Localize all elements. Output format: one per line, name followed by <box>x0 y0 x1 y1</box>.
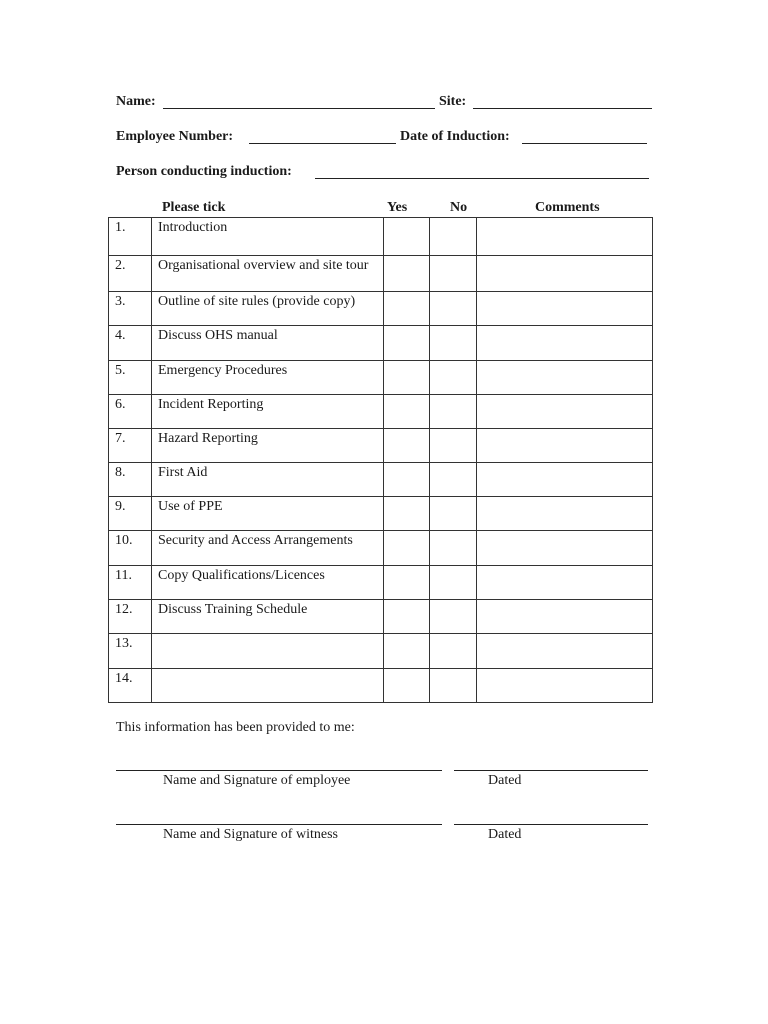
induction-checklist-table <box>108 217 653 703</box>
witness-date-line[interactable] <box>454 824 648 825</box>
employee-number-field[interactable] <box>249 143 396 144</box>
column-header-no: No <box>450 200 468 215</box>
witness-dated-label: Dated <box>488 827 522 842</box>
yes-tick-cell[interactable] <box>384 531 430 566</box>
yes-tick-cell[interactable] <box>384 497 430 531</box>
checklist-item: Use of PPE <box>152 497 384 531</box>
no-tick-cell[interactable] <box>430 566 477 600</box>
table-row <box>109 361 653 395</box>
column-header-comments: Comments <box>535 200 600 215</box>
yes-tick-cell[interactable] <box>384 218 430 256</box>
name-label: Name: <box>116 94 156 109</box>
name-field[interactable] <box>163 108 435 109</box>
witness-signature-label: Name and Signature of witness <box>163 827 338 842</box>
table-row <box>109 497 653 531</box>
checklist-item: Outline of site rules (provide copy) <box>152 292 384 326</box>
acknowledgement-statement: This information has been provided to me: <box>116 720 355 735</box>
employee-signature-label: Name and Signature of employee <box>163 773 351 788</box>
person-conducting-field[interactable] <box>315 178 649 179</box>
no-tick-cell[interactable] <box>430 256 477 292</box>
no-tick-cell[interactable] <box>430 531 477 566</box>
checklist-item <box>152 634 384 669</box>
no-tick-cell[interactable] <box>430 429 477 463</box>
row-number: 14. <box>109 669 152 703</box>
row-number: 13. <box>109 634 152 669</box>
checklist-item: Organisational overview and site tour <box>152 256 384 292</box>
no-tick-cell[interactable] <box>430 669 477 703</box>
table-row <box>109 326 653 361</box>
site-label: Site: <box>439 94 467 109</box>
comments-cell[interactable] <box>477 600 653 634</box>
checklist-item: Emergency Procedures <box>152 361 384 395</box>
comments-cell[interactable] <box>477 634 653 669</box>
no-tick-cell[interactable] <box>430 218 477 256</box>
yes-tick-cell[interactable] <box>384 361 430 395</box>
yes-tick-cell[interactable] <box>384 600 430 634</box>
column-header-yes: Yes <box>387 200 408 215</box>
no-tick-cell[interactable] <box>430 326 477 361</box>
comments-cell[interactable] <box>477 531 653 566</box>
row-number: 11. <box>109 566 152 600</box>
employee-dated-label: Dated <box>488 773 522 788</box>
comments-cell[interactable] <box>477 395 653 429</box>
date-of-induction-label: Date of Induction: <box>400 129 510 144</box>
table-row <box>109 218 653 256</box>
column-header-please-tick: Please tick <box>162 200 226 215</box>
employee-number-label: Employee Number: <box>116 129 234 144</box>
no-tick-cell[interactable] <box>430 497 477 531</box>
table-row <box>109 669 653 703</box>
checklist-item: First Aid <box>152 463 384 497</box>
table-row <box>109 463 653 497</box>
table-row <box>109 600 653 634</box>
table-row <box>109 256 653 292</box>
table-row <box>109 566 653 600</box>
table-row <box>109 395 653 429</box>
no-tick-cell[interactable] <box>430 463 477 497</box>
witness-signature-line[interactable] <box>116 824 442 825</box>
checklist-item <box>152 669 384 703</box>
checklist-item: Copy Qualifications/Licences <box>152 566 384 600</box>
person-conducting-label: Person conducting induction: <box>116 164 292 179</box>
checklist-item: Security and Access Arrangements <box>152 531 384 566</box>
employee-date-line[interactable] <box>454 770 648 771</box>
checklist-item: Incident Reporting <box>152 395 384 429</box>
checklist-item: Introduction <box>152 218 384 256</box>
row-number: 4. <box>109 326 152 361</box>
yes-tick-cell[interactable] <box>384 566 430 600</box>
comments-cell[interactable] <box>477 429 653 463</box>
table-row <box>109 634 653 669</box>
comments-cell[interactable] <box>477 497 653 531</box>
row-number: 2. <box>109 256 152 292</box>
row-number: 5. <box>109 361 152 395</box>
comments-cell[interactable] <box>477 566 653 600</box>
row-number: 12. <box>109 600 152 634</box>
checklist-item: Hazard Reporting <box>152 429 384 463</box>
checklist-item: Discuss Training Schedule <box>152 600 384 634</box>
yes-tick-cell[interactable] <box>384 669 430 703</box>
comments-cell[interactable] <box>477 292 653 326</box>
row-number: 8. <box>109 463 152 497</box>
comments-cell[interactable] <box>477 218 653 256</box>
yes-tick-cell[interactable] <box>384 634 430 669</box>
no-tick-cell[interactable] <box>430 395 477 429</box>
row-number: 1. <box>109 218 152 256</box>
no-tick-cell[interactable] <box>430 361 477 395</box>
yes-tick-cell[interactable] <box>384 326 430 361</box>
comments-cell[interactable] <box>477 669 653 703</box>
no-tick-cell[interactable] <box>430 600 477 634</box>
checklist-item: Discuss OHS manual <box>152 326 384 361</box>
yes-tick-cell[interactable] <box>384 463 430 497</box>
no-tick-cell[interactable] <box>430 292 477 326</box>
no-tick-cell[interactable] <box>430 634 477 669</box>
yes-tick-cell[interactable] <box>384 395 430 429</box>
yes-tick-cell[interactable] <box>384 429 430 463</box>
table-row <box>109 531 653 566</box>
yes-tick-cell[interactable] <box>384 292 430 326</box>
row-number: 10. <box>109 531 152 566</box>
row-number: 7. <box>109 429 152 463</box>
comments-cell[interactable] <box>477 463 653 497</box>
employee-signature-line[interactable] <box>116 770 442 771</box>
yes-tick-cell[interactable] <box>384 256 430 292</box>
comments-cell[interactable] <box>477 326 653 361</box>
table-row <box>109 292 653 326</box>
table-row <box>109 429 653 463</box>
date-of-induction-field[interactable] <box>522 143 647 144</box>
row-number: 3. <box>109 292 152 326</box>
row-number: 9. <box>109 497 152 531</box>
comments-cell[interactable] <box>477 361 653 395</box>
row-number: 6. <box>109 395 152 429</box>
comments-cell[interactable] <box>477 256 653 292</box>
site-field[interactable] <box>473 108 652 109</box>
